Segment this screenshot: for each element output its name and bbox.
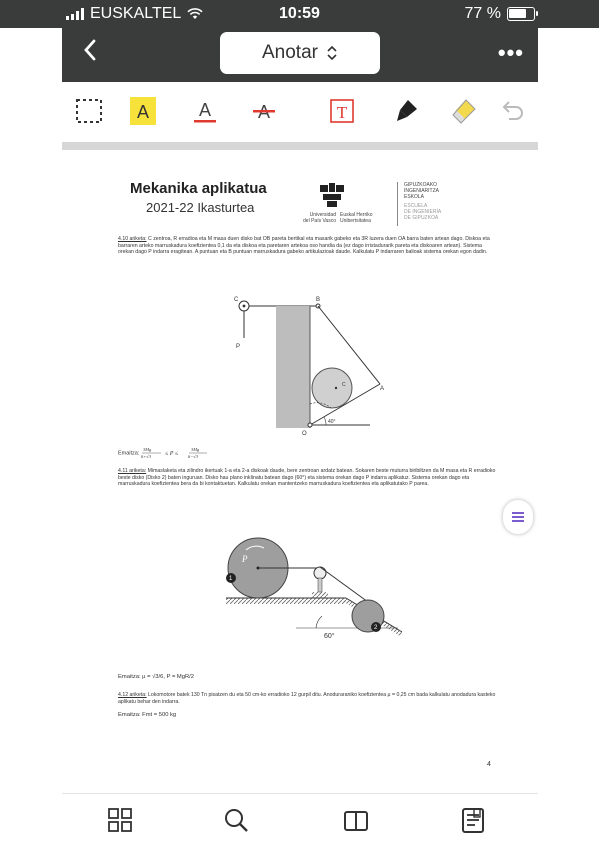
carrier-name: EUSKALTEL xyxy=(90,5,182,22)
grid-icon xyxy=(106,806,134,834)
svg-text:6+√3: 6+√3 xyxy=(140,454,151,459)
fig1-label-p: P xyxy=(236,344,241,350)
underline-tool[interactable] xyxy=(190,96,220,126)
pen-icon xyxy=(394,97,420,125)
fig2-label-2: 2 xyxy=(374,625,378,631)
thumbnails-tab[interactable] xyxy=(106,806,136,836)
uni-name-eu: Euskal Herriko Unibertsitatea xyxy=(340,212,373,224)
menu-lines-icon xyxy=(511,511,525,523)
selection-icon xyxy=(75,98,103,124)
clock: 10:59 xyxy=(279,5,320,22)
answer-4-11: Emaitza: μ = √3/6, P = MgR/2 xyxy=(118,674,195,680)
more-button[interactable]: ••• xyxy=(497,40,524,65)
fig2-label-1: 1 xyxy=(229,576,233,582)
outline-button[interactable] xyxy=(503,500,533,534)
fig1-label-o: O xyxy=(302,431,307,437)
figure-disk-wall xyxy=(230,292,390,437)
svg-text:≤ P ≤: ≤ P ≤ xyxy=(164,451,179,457)
selection-tool[interactable] xyxy=(74,96,104,126)
document-page xyxy=(62,150,538,790)
text-box-tool[interactable] xyxy=(327,96,357,126)
svg-text:3Mg: 3Mg xyxy=(142,447,152,452)
search-tab[interactable] xyxy=(222,806,252,836)
book-icon xyxy=(342,806,370,834)
document-icon xyxy=(459,806,487,834)
logo-divider xyxy=(397,182,398,226)
fig1-label-c: C xyxy=(234,297,239,303)
document-tab[interactable] xyxy=(459,806,489,836)
fig1-label-center: C xyxy=(342,382,346,388)
exercise-4-10-text: C zentroa, R erradioa eta M masa duen disko bat OB pareta bertikal eta masarik gabeko eta 3R luzera duen OA barra baten artean dago. Diskoa eta barraren arteko marruskadura koefizientea 0,1 da eta diskoa eta paretaren artekoa oso handia da (ez dago irristadurarik pareta eta diskoaren artean). Sistema orekan dago P indarra eragitean. A puntuan eta B puntuan marruskadura gabeko artikulazioak daude. Kalkulatu P indarraren balioak sistema orekan egon dadin. xyxy=(118,236,490,255)
exercise-4-12-label: 4.12 ariketa: xyxy=(118,692,147,698)
bookmarks-tab[interactable] xyxy=(342,806,372,836)
answer-4-12: Emaitza: Fmt = 500 kg xyxy=(118,712,177,718)
text-box-icon xyxy=(328,97,356,125)
undo-tool[interactable] xyxy=(498,96,528,126)
answer-4-10-formula xyxy=(141,446,231,460)
school-name-eu: GIPUZKOAKO INGENIARITZA ESKOLA xyxy=(404,182,440,200)
svg-text:T: T xyxy=(336,103,348,122)
undo-icon xyxy=(500,98,526,124)
exercise-4-12 xyxy=(118,692,498,705)
exercise-4-12-text: Lokomotore batek 130 Tn pisatzen du eta 50 cm-ko erradioko 12 gurpil ditu. Anoduraraniko koefizientea μ = 0,25 cm bada kalkulatu anodadura kasteko aplikatu behar den indarra. xyxy=(118,692,496,705)
svg-text:6−√3: 6−√3 xyxy=(187,454,198,459)
doc-subtitle: 2021-22 Ikasturtea xyxy=(146,200,255,215)
nav-bar xyxy=(62,28,538,82)
svg-text:A: A xyxy=(136,102,150,121)
fig1-angle: 40° xyxy=(328,419,336,425)
eraser-icon xyxy=(450,97,478,125)
back-button[interactable] xyxy=(82,38,98,68)
search-icon xyxy=(222,806,250,834)
page-separator xyxy=(62,142,538,150)
fig1-label-b: B xyxy=(316,297,321,303)
mode-title: Anotar xyxy=(262,42,318,63)
exercise-4-11-text: Mimaslaketa eta zilindro ikertuak 1-a eta 2-a diskoak daude, bere zentroan ardatz batean. Sokaren beste muturra biribiltzen da M masa eta R erradioko beste disko (Disko 2) baten inguruan. Disko hau plano inklinatu batean dago (60°) eta sistema orekan dago P indarra aplikatuz. Sistema orekan dago eta marruskadura koefizientea bera da bi kontaktuetan. Kalkulatu orekan mantentzeko marruskadura koefizientea eta aplikatutako P parea. xyxy=(118,468,496,487)
exercise-4-10-label: 4.10 ariketa: xyxy=(118,236,147,242)
mode-selector[interactable] xyxy=(220,32,380,74)
doc-title: Mekanika aplikatua xyxy=(130,180,267,197)
svg-text:A: A xyxy=(198,100,212,120)
battery-percent: 77 % xyxy=(464,5,501,22)
answer-4-10-label: Emaitza: xyxy=(118,450,140,457)
fig2-angle: 60° xyxy=(324,633,335,640)
exercise-4-11-label: 4.11 ariketa: xyxy=(118,468,147,474)
battery-icon xyxy=(507,7,535,21)
svg-text:3Mg: 3Mg xyxy=(190,447,200,452)
strikethrough-icon xyxy=(251,97,277,125)
fig2-label-p: P xyxy=(242,554,248,564)
up-down-chevron-icon xyxy=(326,45,338,61)
battery-group xyxy=(465,5,535,23)
highlight-tool[interactable] xyxy=(130,97,156,125)
figure-disks-incline xyxy=(218,528,408,648)
pen-tool[interactable] xyxy=(392,96,422,126)
bottom-tab-bar xyxy=(62,793,538,849)
exercise-4-10 xyxy=(118,236,498,256)
answer-4-10 xyxy=(118,446,231,460)
status-bar xyxy=(0,0,599,28)
exercise-4-11 xyxy=(118,468,498,488)
eraser-tool[interactable] xyxy=(449,96,479,126)
annotation-toolbar xyxy=(62,82,538,142)
underline-icon xyxy=(192,97,218,125)
university-logo xyxy=(317,182,347,210)
strikethrough-tool[interactable] xyxy=(249,96,279,126)
uni-name-es: Universidad del País Vasco xyxy=(303,212,336,224)
chevron-left-icon xyxy=(82,38,98,62)
school-name-es: ESCUELA DE INGENIERÍA DE GIPUZKOA xyxy=(404,203,442,221)
fig1-label-a: A xyxy=(380,386,385,392)
highlight-icon xyxy=(133,101,153,121)
page-number: 4 xyxy=(487,761,491,768)
